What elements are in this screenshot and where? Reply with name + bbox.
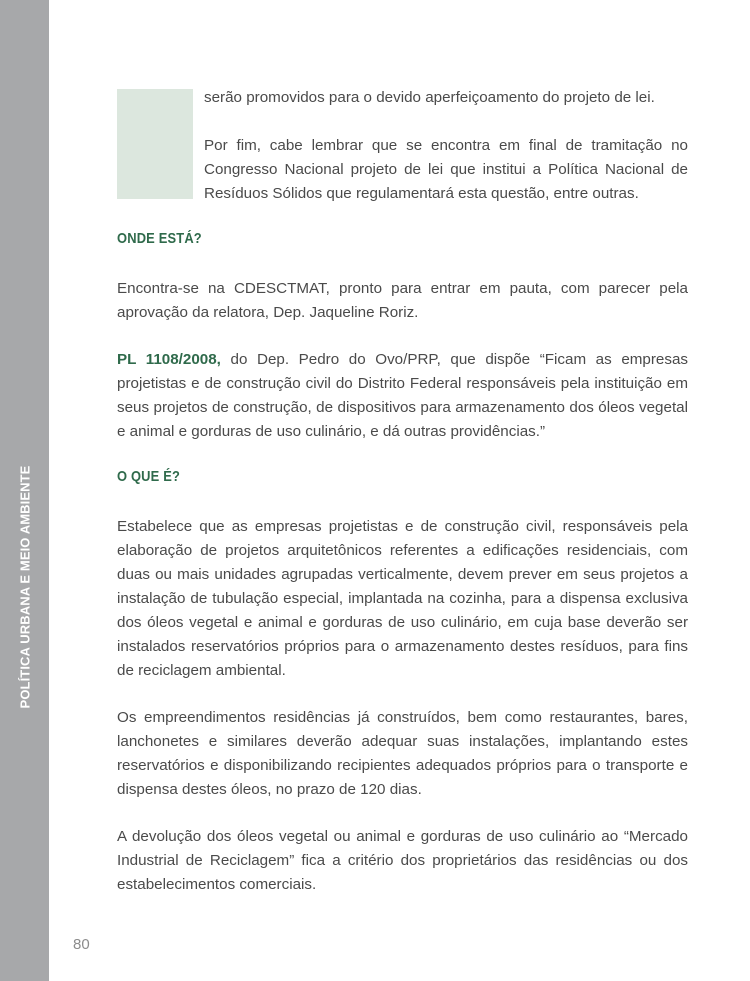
bill-description: do Dep. Pedro do Ovo/PRP, que dispõe “Ficam as empresas projetistas e de construção civil do Distrito Federal responsáveis pela instituição em seus projetos de construção, de dispositivos para armazenamento dos óleos vegetal e animal e gorduras de uso culinário, e dá outras providências.” — [117, 351, 688, 440]
sidebar-band — [0, 0, 49, 981]
accent-box — [117, 89, 193, 199]
bill-paragraph — [117, 348, 688, 444]
what-paragraph-1: Estabelece que as empresas projetistas e de construção civil, responsáveis pela elaboração de projetos arquitetônicos referentes a edificações residenciais, com duas ou mais unidades agrupadas verticalmente, devem prever em seus projetos a instalação de tubulação especial, implantada na cozinha, para a dispensa exclusiva dos óleos vegetal e animal e gorduras de uso culinário, em cuja base deverão ser instalados reservatórios próprios para o armazenamento destes resíduos, para fins de reciclagem ambiental. — [117, 518, 688, 679]
heading-what: O QUE É? — [117, 468, 181, 485]
intro-continuation: serão promovidos para o devido aperfeiçoamento do projeto de lei. — [204, 89, 655, 106]
what-paragraph-3: A devolução dos óleos vegetal ou animal e gorduras de uso culinário ao “Mercado Industrial de Reciclagem” fica a critério dos proprietários das residências ou dos estabelecimentos comerciais. — [117, 828, 688, 893]
page-number: 80 — [73, 936, 90, 953]
heading-where: ONDE ESTÁ? — [117, 230, 202, 247]
what-paragraph-2: Os empreendimentos residências já construídos, bem como restaurantes, bares, lanchonetes e similares deverão adequar suas instalações, implantando estes reservatórios e disponibilizando recipientes adequados próprios para o transporte e dispensa destes óleos, no prazo de 120 dias. — [117, 709, 688, 798]
bill-id: PL 1108/2008, — [117, 351, 221, 368]
where-text: Encontra-se na CDESCTMAT, pronto para entrar em pauta, com parecer pela aprovação da relatora, Dep. Jaqueline Roriz. — [117, 280, 688, 321]
sidebar-section-title: POLÍTICA URBANA E MEIO AMBIENTE — [17, 465, 33, 709]
intro-paragraph: Por fim, cabe lembrar que se encontra em final de tramitação no Congresso Nacional projeto de lei que institui a Política Nacional de Resíduos Sólidos que regulamentará esta questão, entre outras. — [204, 137, 688, 202]
